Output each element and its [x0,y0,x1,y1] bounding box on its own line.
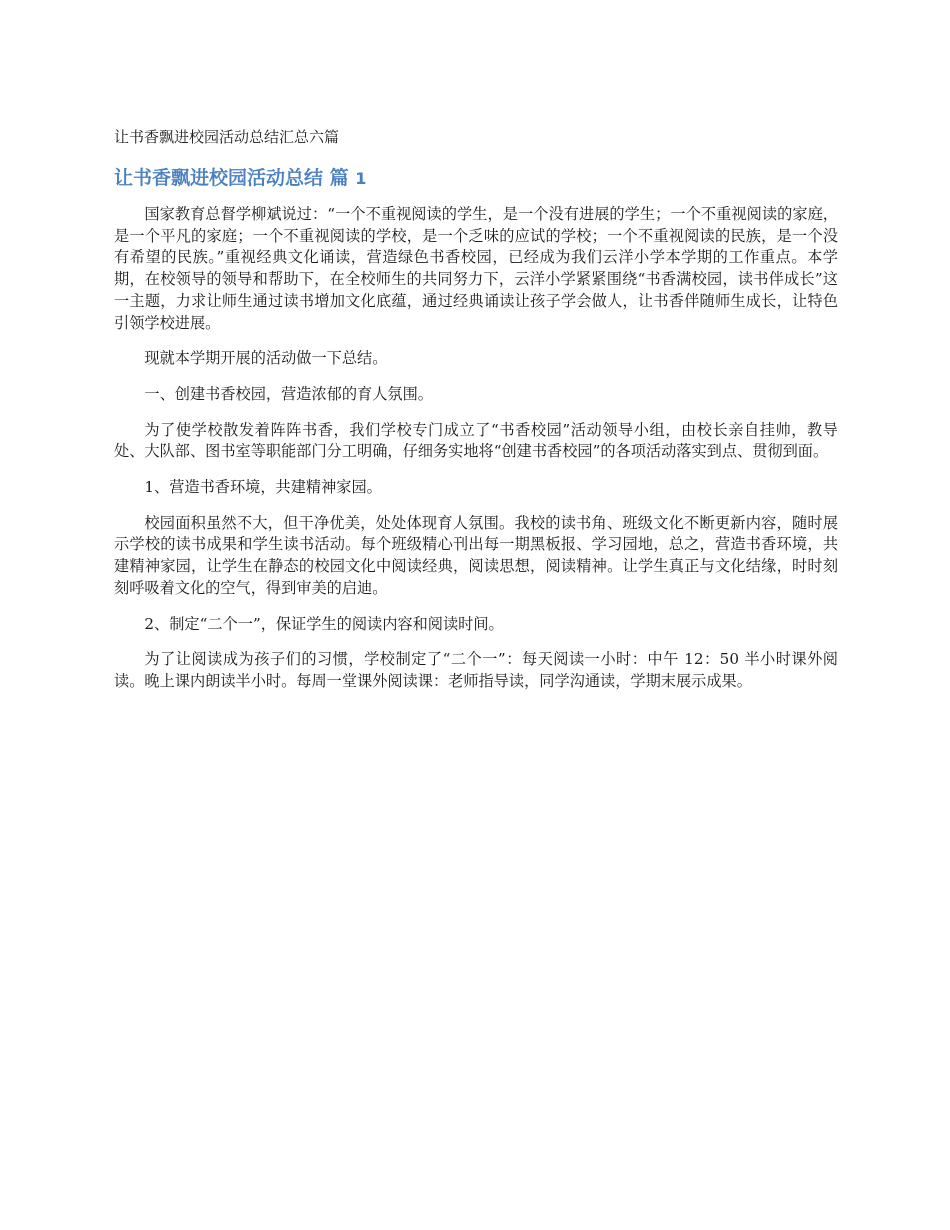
section-heading [114,164,366,193]
document-title: 让书香飘进校园活动总结汇总六篇 [114,128,340,146]
paragraph-intro: 国家教育总督学柳斌说过：“一个不重视阅读的学生，是一个没有进展的学生；一个不重视阅读的家庭，是一个平凡的家庭；一个不重视阅读的学校，是一个乏味的应试的学校；一个不重视阅读的民族，是一个没有希望的民族。”重视经典文化诵读，营造绿色书香校园，已经成为我们云洋小学本学期的工作重点。本学期，在校领导的领导和帮助下，在全校师生的共同努力下，云洋小学紧紧围绕“书香满校园，读书伴成长”这一主题，力求让师生通过读书增加文化底蕴，通过经典诵读让孩子学会做人，让书香伴随师生成长，让特色引领学校进展。 [114,205,838,332]
paragraph-environment: 校园面积虽然不大，但干净优美，处处体现育人氛围。我校的读书角、班级文化不断更新内容，随时展示学校的读书成果和学生读书活动。每个班级精心刊出每一期黑板报、学习园地，总之，营造书香环境，共建精神家园，让学生在静态的校园文化中阅读经典，阅读思想，阅读精神。让学生真正与文化结缘，时时刻刻呼吸着文化的空气，得到审美的启迪。 [114,513,838,597]
document-body [114,204,838,707]
paragraph-reading-time: 为了让阅读成为孩子们的习惯，学校制定了“二个一”：每天阅读一小时：中午 12：50 半小时课外阅读。晚上课内朗读半小时。每周一堂课外阅读课：老师指导读，同学沟通读，学期末展示成果。 [114,650,838,690]
subheading-environment: 1、营造书香环境，共建精神家园。 [144,478,382,497]
section-heading-text: 让书香飘进校园活动总结 篇 [114,167,349,189]
paragraph-summary-lead: 现就本学期开展的活动做一下总结。 [144,349,388,368]
subheading-two-ones: 2、制定“二个一”，保证学生的阅读内容和阅读时间。 [144,614,504,633]
paragraph-leadership-group: 为了使学校散发着阵阵书香，我们学校专门成立了“书香校园”活动领导小组，由校长亲自挂帅，教导处、大队部、图书室等职能部门分工明确，仔细务实地将“创建书香校园”的各项活动落实到点、贯彻到面。 [114,420,838,461]
section-number: 1 [355,169,367,188]
subheading-create-campus: 一、创建书香校园，营造浓郁的育人氛围。 [144,384,433,403]
